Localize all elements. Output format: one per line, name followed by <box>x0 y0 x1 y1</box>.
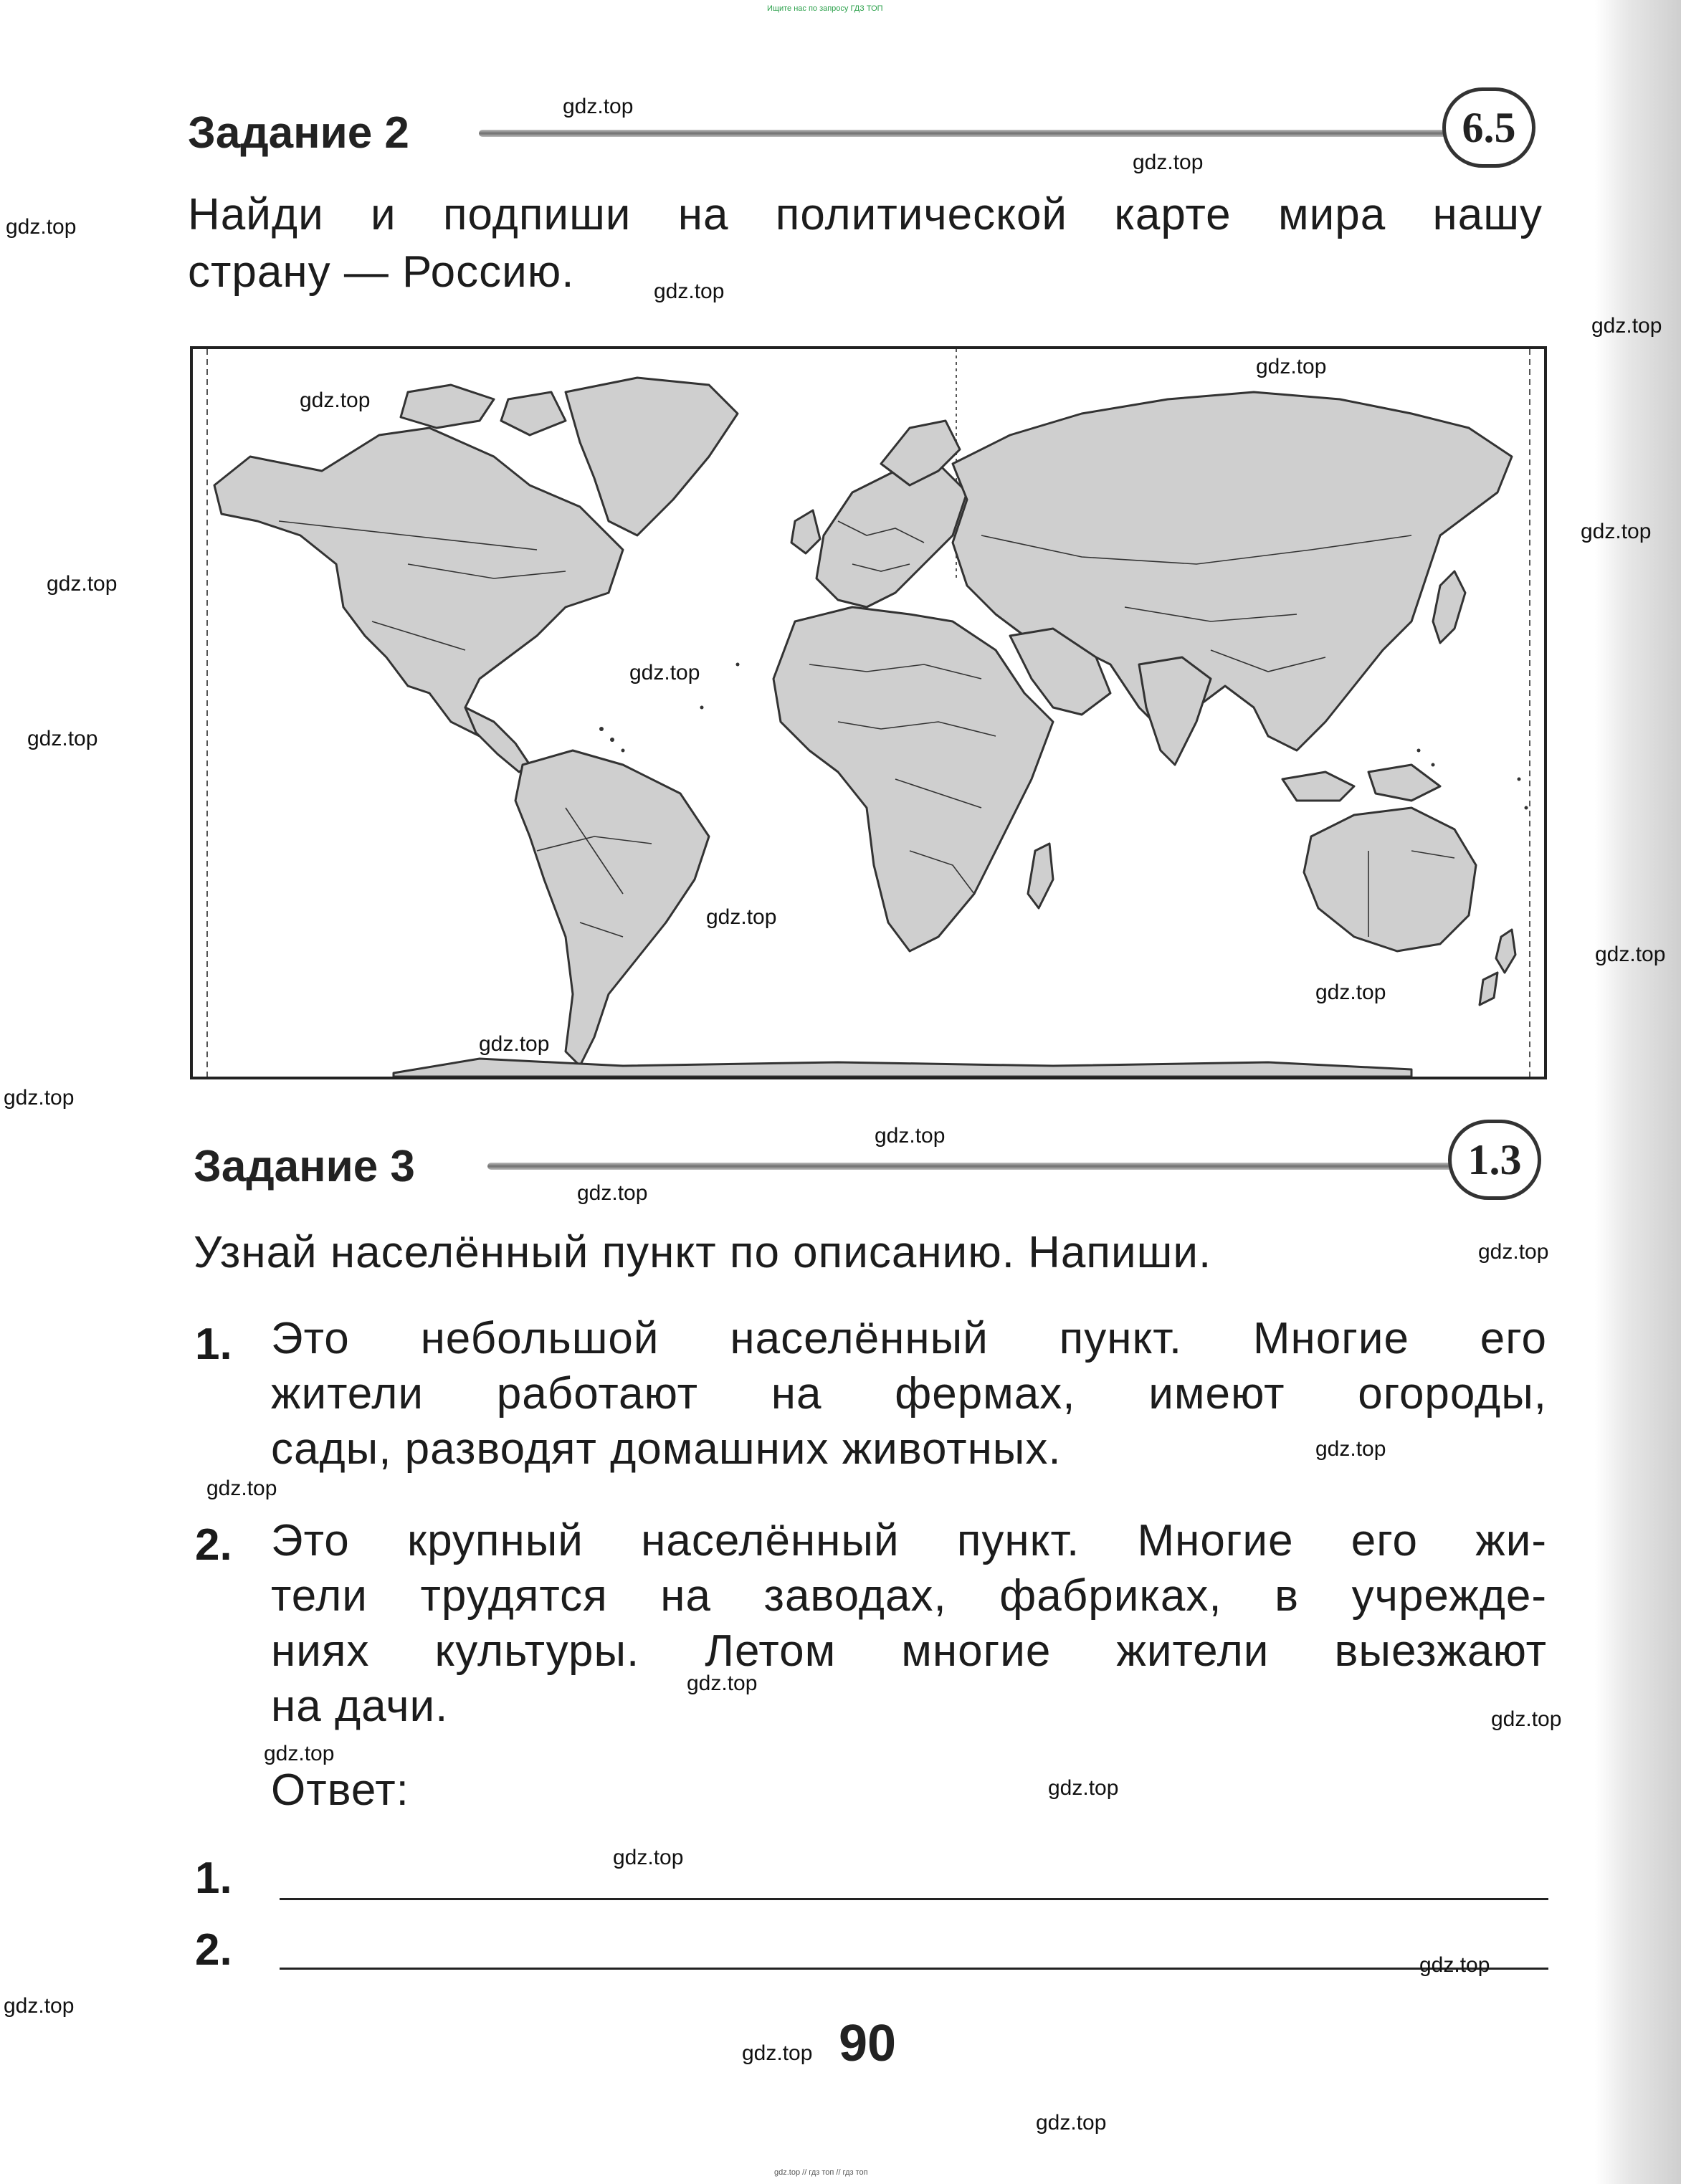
answer-2-line[interactable] <box>280 1968 1548 1970</box>
watermark: gdz.top <box>706 905 777 929</box>
watermark: gdz.top <box>613 1846 684 1869</box>
task2-title-rule <box>479 130 1447 137</box>
asia-russia-shape <box>953 392 1512 750</box>
task3-item2-number: 2. <box>195 1520 232 1570</box>
watermark: gdz.top <box>1036 2111 1107 2135</box>
watermark: gdz.top <box>300 388 371 412</box>
watermark: gdz.top <box>1048 1776 1119 1800</box>
watermark: gdz.top <box>6 215 77 239</box>
task3-item2-line1: Это крупный населённый пункт. Многие его жи- <box>271 1516 1547 1565</box>
answer-label: Ответ: <box>271 1765 409 1815</box>
watermark: gdz.top <box>479 1032 550 1056</box>
central-america-shape <box>465 707 530 772</box>
world-political-map[interactable] <box>190 346 1547 1079</box>
task3-intro: Узнай населённый пункт по описанию. Напиши. <box>194 1228 1212 1277</box>
watermark: gdz.top <box>1419 1953 1490 1977</box>
watermark: gdz.top <box>1315 981 1386 1004</box>
answer-2-number: 2. <box>195 1925 232 1975</box>
task3-title-rule <box>487 1163 1455 1170</box>
task3-item1-number: 1. <box>195 1320 232 1369</box>
header-note: Ищите нас по запросу ГДЗ ТОП <box>767 4 883 13</box>
watermark: gdz.top <box>687 1672 758 1695</box>
task3-item1-line1: Это небольшой населённый пункт. Многие его <box>271 1314 1547 1363</box>
watermark: gdz.top <box>4 1086 75 1110</box>
africa-shape <box>773 607 1053 951</box>
task3-badge: 1.3 <box>1448 1120 1541 1200</box>
watermark: gdz.top <box>1491 1707 1562 1731</box>
watermark: gdz.top <box>1133 151 1204 174</box>
north-america-shape <box>214 428 623 736</box>
watermark: gdz.top <box>1581 520 1652 543</box>
watermark: gdz.top <box>875 1124 946 1148</box>
watermark: gdz.top <box>1478 1240 1549 1264</box>
task3-item1-line3: сады, разводят домашних животных. <box>271 1424 1062 1474</box>
antarctica-shape <box>394 1059 1411 1077</box>
watermark: gdz.top <box>629 661 700 685</box>
watermark: gdz.top <box>206 1477 277 1500</box>
footer-note: gdz.top // гдз топ // гдз топ <box>774 2168 868 2177</box>
task3-item1-line2: жители работают на фермах, имеют огороды, <box>271 1369 1547 1418</box>
watermark: gdz.top <box>1591 314 1662 338</box>
watermark: gdz.top <box>1595 943 1666 966</box>
europe-shape <box>816 464 967 607</box>
task3-title: Задание 3 <box>194 1142 415 1191</box>
arctic-islands-shape <box>401 385 494 428</box>
watermark: gdz.top <box>577 1181 648 1205</box>
task2-title: Задание 2 <box>188 108 409 158</box>
task3-item2-line4: на дачи. <box>271 1682 449 1731</box>
task2-text-line1: Найди и подпиши на политической карте мира нашу <box>188 190 1543 239</box>
task3-item2-line2: тели трудятся на заводах, фабриках, в учрежде- <box>271 1571 1547 1621</box>
greenland-shape <box>566 378 738 535</box>
watermark: gdz.top <box>654 280 725 303</box>
world-map-svg <box>193 349 1544 1077</box>
india-shape <box>1139 657 1211 765</box>
watermark: gdz.top <box>563 95 634 118</box>
watermark: gdz.top <box>1315 1437 1386 1461</box>
watermark: gdz.top <box>4 1994 75 2018</box>
watermark: gdz.top <box>27 727 98 750</box>
task2-badge: 6.5 <box>1442 87 1535 168</box>
watermark: gdz.top <box>264 1742 335 1765</box>
task2-text-line2: страну — Россию. <box>188 247 575 297</box>
page-number: 90 <box>839 2015 897 2072</box>
south-america-shape <box>515 750 709 1066</box>
australia-shape <box>1304 808 1476 951</box>
task3-item2-line3: ниях культуры. Летом многие жители выезжают <box>271 1626 1547 1676</box>
watermark: gdz.top <box>1256 355 1327 378</box>
watermark: gdz.top <box>742 2041 813 2065</box>
watermark: gdz.top <box>47 572 118 596</box>
answer-1-number: 1. <box>195 1854 232 1903</box>
answer-1-line[interactable] <box>280 1898 1548 1900</box>
